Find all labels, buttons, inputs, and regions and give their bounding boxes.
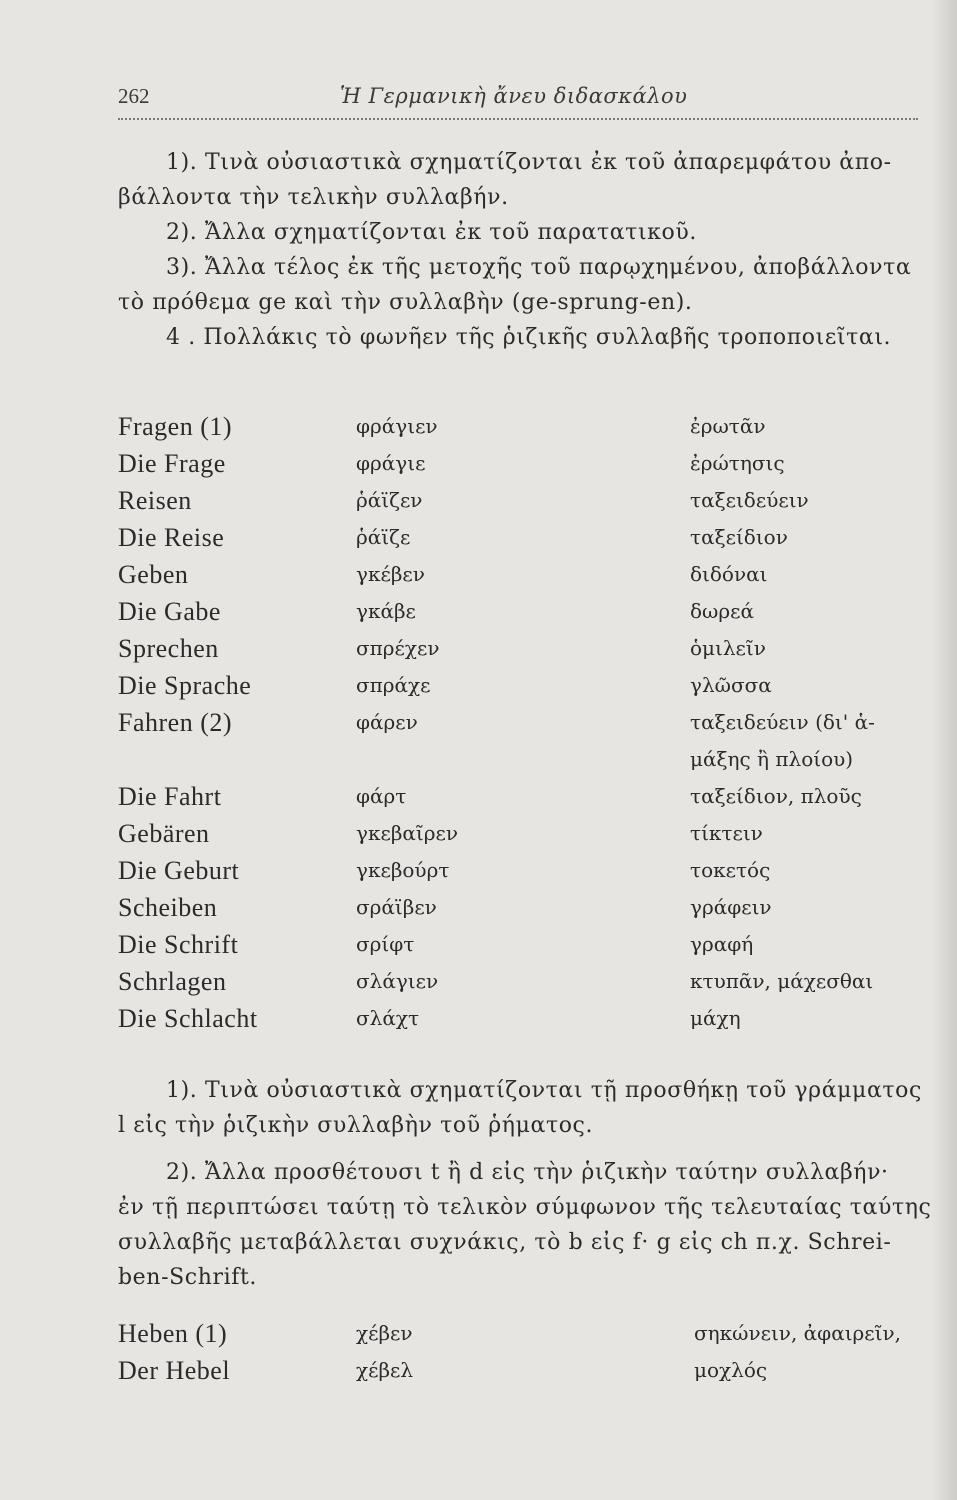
vocab-row: [118, 1352, 928, 1389]
greek-meaning: τίκτειν: [690, 821, 763, 845]
pronunciation: σράϊβεν: [356, 895, 437, 919]
german-word: Die Fahrt: [118, 782, 222, 811]
vocab-row: [118, 1000, 928, 1037]
running-title: Ἡ Γερμανικὴ ἄνευ διδασκάλου: [340, 84, 688, 108]
pronunciation: ῥάϊζε: [356, 525, 411, 549]
german-word: Die Reise: [118, 523, 225, 552]
notes-line-2: l εἰς τὴν ῥιζικὴν συλλαβὴν τοῦ ῥήματος.: [118, 1113, 594, 1138]
intro-line-4: 3). Ἄλλα τέλος ἐκ τῆς μετοχῆς τοῦ παρῳχημένου, ἀποβάλλοντα: [166, 255, 912, 280]
vocab-row: [118, 1315, 928, 1352]
vocab-row: [118, 926, 928, 963]
german-word: Fragen (1): [118, 412, 233, 441]
german-word: Die Schrift: [118, 930, 239, 959]
intro-line-6: 4 . Πολλάκις τὸ φωνῆεν τῆς ῥιζικῆς συλλαβῆς τροποποιεῖται.: [166, 325, 892, 350]
notes-line-3: 2). Ἄλλα προσθέτουσι t ἢ d εἰς τὴν ῥιζικὴν ταύτην συλλαβήν·: [166, 1160, 889, 1185]
pronunciation: χέβεν: [356, 1321, 413, 1345]
german-word: Sprechen: [118, 634, 219, 663]
german-word: Die Frage: [118, 449, 226, 478]
pronunciation: γκεβαῖρεν: [356, 821, 459, 845]
vocab-row: [118, 852, 928, 889]
page-number: 262: [118, 84, 150, 108]
greek-meaning: γλῶσσα: [690, 673, 772, 697]
german-word: Die Geburt: [118, 856, 240, 885]
greek-meaning: ταξειδεύειν (δι' ἁ-μάξης ἢ πλοίου): [690, 710, 875, 771]
intro-line-1: 1). Τινὰ οὐσιαστικὰ σχηματίζονται ἐκ τοῦ ἀπαρεμφάτου ἀπο-: [166, 150, 892, 175]
greek-meaning: διδόναι: [690, 562, 768, 586]
vocab-row: [118, 408, 928, 445]
pronunciation: σρίφτ: [356, 932, 415, 956]
vocab-row: [118, 593, 928, 630]
vocab-row: [118, 704, 928, 778]
vocab-row: [118, 630, 928, 667]
notes-line-1: 1). Τινὰ οὐσιαστικὰ σχηματίζονται τῇ προσθήκῃ τοῦ γράμματος: [166, 1078, 922, 1103]
german-word: Reisen: [118, 486, 192, 515]
greek-meaning: ὁμιλεῖν: [690, 636, 766, 660]
german-word: Schrlagen: [118, 967, 227, 996]
notes-line-6: ben-Schrift.: [118, 1265, 257, 1290]
intro-line-3: 2). Ἄλλα σχηματίζονται ἐκ τοῦ παρατατικοῦ.: [166, 220, 697, 245]
pronunciation: σλάχτ: [356, 1006, 420, 1030]
pronunciation: φράγιεν: [356, 414, 438, 438]
german-word: Die Schlacht: [118, 1004, 258, 1033]
vocabulary-list: [118, 408, 928, 1037]
pronunciation: φάρεν: [356, 710, 418, 734]
pronunciation: γκέβεν: [356, 562, 425, 586]
german-word: Fahren (2): [118, 708, 233, 737]
german-word: Die Gabe: [118, 597, 221, 626]
german-word: Scheiben: [118, 893, 218, 922]
greek-meaning: ταξειδεύειν: [690, 488, 809, 512]
vocab-row: [118, 445, 928, 482]
pronunciation: γκάβε: [356, 599, 416, 623]
greek-meaning: μοχλός: [694, 1358, 768, 1382]
greek-meaning: κτυπᾶν, μάχεσθαι: [690, 969, 874, 993]
german-word: Die Sprache: [118, 671, 252, 700]
greek-meaning: ταξείδιον, πλοῦς: [690, 784, 862, 808]
greek-meaning: γραφή: [690, 932, 754, 956]
pronunciation: ῥάϊζεν: [356, 488, 423, 512]
vocab-row: [118, 667, 928, 704]
vocab-row: [118, 556, 928, 593]
pronunciation: σλάγιεν: [356, 969, 439, 993]
german-word: Der Hebel: [118, 1356, 231, 1385]
notes-line-5: συλλαβῆς μεταβάλλεται συχνάκις, τὸ b εἰς f· g εἰς ch π.χ. Schrei-: [118, 1230, 892, 1255]
greek-meaning: τοκετός: [690, 858, 771, 882]
intro-line-5: τὸ πρόθεμα ge καὶ τὴν συλλαβὴν (ge-sprung-en).: [118, 290, 693, 315]
notes-paragraph: [118, 1073, 932, 1295]
page-header: [118, 84, 918, 114]
intro-paragraph: [118, 145, 920, 355]
pronunciation: φράγιε: [356, 451, 426, 475]
greek-meaning: μάχη: [690, 1006, 741, 1030]
vocab-row: [118, 519, 928, 556]
greek-meaning: ἐρώτησις: [690, 451, 785, 475]
vocab-row: [118, 815, 928, 852]
vocab-row: [118, 778, 928, 815]
german-word: Geben: [118, 560, 189, 589]
pronunciation: σπράχε: [356, 673, 431, 697]
pronunciation: φάρτ: [356, 784, 407, 808]
intro-line-2: βάλλοντα τὴν τελικὴν συλλαβήν.: [118, 185, 509, 210]
german-word: Gebären: [118, 819, 210, 848]
greek-meaning: σηκώνειν, ἀφαιρεῖν,: [694, 1321, 902, 1345]
vocabulary-list-2: [118, 1315, 928, 1389]
greek-meaning: γράφειν: [690, 895, 772, 919]
german-word: Heben (1): [118, 1319, 228, 1348]
pronunciation: γκεβούρτ: [356, 858, 450, 882]
pronunciation: σπρέχεν: [356, 636, 440, 660]
vocab-row: [118, 482, 928, 519]
page-edge-shadow: [931, 0, 957, 1500]
greek-meaning: ἐρωτᾶν: [690, 414, 766, 438]
notes-line-4: ἐν τῇ περιπτώσει ταύτῃ τὸ τελικὸν σύμφωνον τῆς τελευταίας ταύτης: [118, 1195, 932, 1220]
vocab-row: [118, 889, 928, 926]
greek-meaning: ταξείδιον: [690, 525, 788, 549]
greek-meaning: δωρεά: [690, 599, 754, 623]
pronunciation: χέβελ: [356, 1358, 414, 1382]
header-rule: [118, 118, 918, 124]
vocab-row: [118, 963, 928, 1000]
